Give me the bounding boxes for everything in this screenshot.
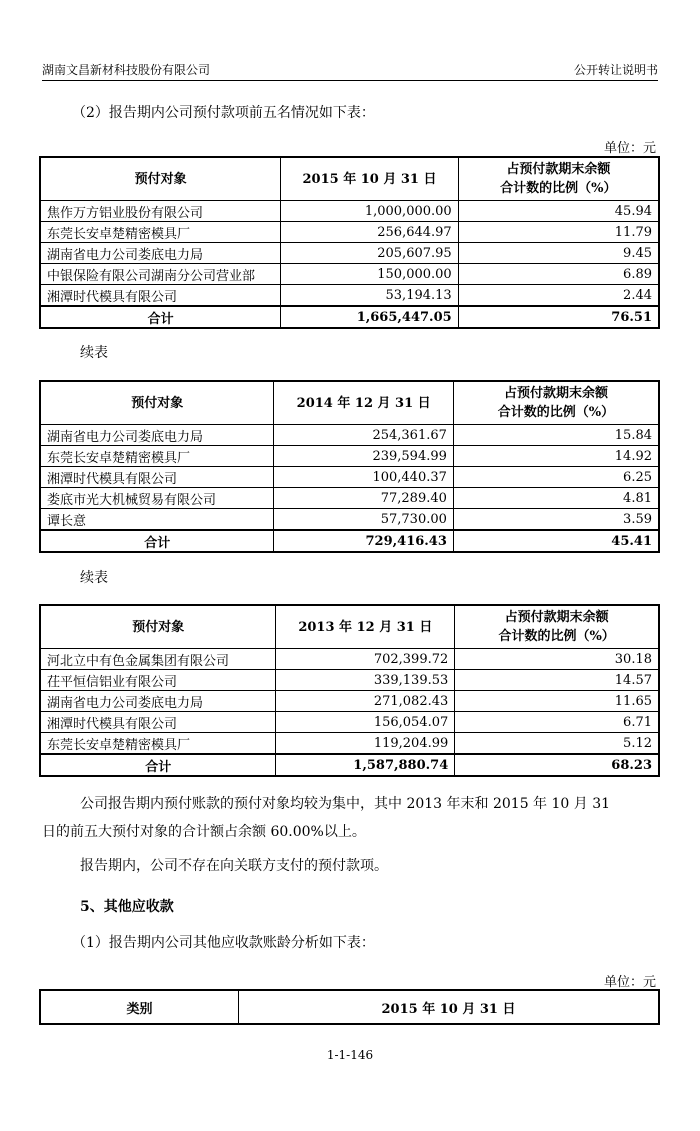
table-row bbox=[40, 243, 659, 264]
row-ratio: 11.65 bbox=[455, 691, 659, 712]
section-heading: 5、其他应收款 bbox=[80, 899, 174, 915]
col-header-category: 类别 bbox=[40, 990, 239, 1024]
row-name: 湘潭时代模具有限公司 bbox=[40, 712, 276, 733]
unit-label: 单位：元 bbox=[603, 141, 656, 156]
row-amount: 702,399.72 bbox=[276, 649, 455, 670]
total-label: 合计 bbox=[40, 306, 281, 328]
col-header-date: 2013 年 12 月 31 日 bbox=[276, 605, 455, 649]
table-row bbox=[40, 285, 659, 307]
row-amount: 57,730.00 bbox=[274, 509, 453, 531]
row-name: 娄底市光大机械贸易有限公司 bbox=[40, 488, 274, 509]
row-amount: 271,082.43 bbox=[276, 691, 455, 712]
total-row bbox=[40, 754, 659, 776]
row-amount: 339,139.53 bbox=[276, 670, 455, 691]
table-row bbox=[40, 691, 659, 712]
prepayment-table-2015 bbox=[39, 156, 660, 329]
row-amount: 254,361.67 bbox=[274, 425, 453, 446]
col-header-name: 预付对象 bbox=[40, 381, 274, 425]
table-row bbox=[40, 446, 659, 467]
total-amount: 1,665,447.05 bbox=[281, 306, 458, 328]
row-name: 东莞长安卓楚精密模具厂 bbox=[40, 446, 274, 467]
row-name: 焦作万方铝业股份有限公司 bbox=[40, 201, 281, 222]
intro-text-2: （1）报告期内公司其他应收款账龄分析如下表： bbox=[72, 935, 375, 951]
col-header-date: 2015 年 10 月 31 日 bbox=[281, 157, 458, 201]
row-amount: 53,194.13 bbox=[281, 285, 458, 307]
col-header-name: 预付对象 bbox=[40, 157, 281, 201]
table-row bbox=[40, 222, 659, 243]
summary-paragraph-line1: 公司报告期内预付账款的预付对象均较为集中，其中 2013 年末和 2015 年 10 月 31 bbox=[80, 796, 611, 812]
row-name: 湖南省电力公司娄底电力局 bbox=[40, 691, 276, 712]
row-name: 湖南省电力公司娄底电力局 bbox=[40, 425, 274, 446]
table-row bbox=[40, 488, 659, 509]
table-row bbox=[40, 264, 659, 285]
row-ratio: 6.89 bbox=[458, 264, 659, 285]
row-ratio: 6.25 bbox=[453, 467, 659, 488]
row-ratio: 14.57 bbox=[455, 670, 659, 691]
col-header-ratio: 占预付款期末余额 合计数的比例（%） bbox=[455, 605, 659, 649]
row-ratio: 9.45 bbox=[458, 243, 659, 264]
continued-label: 续表 bbox=[80, 345, 108, 361]
page-header bbox=[42, 60, 658, 81]
page-number: 1-1-146 bbox=[326, 1048, 374, 1062]
other-receivables-table bbox=[39, 989, 660, 1025]
col-header-date: 2015 年 10 月 31 日 bbox=[239, 990, 660, 1024]
row-name: 湖南省电力公司娄底电力局 bbox=[40, 243, 281, 264]
header-company: 湖南文昌新材科技股份有限公司 bbox=[42, 63, 211, 77]
row-ratio: 3.59 bbox=[453, 509, 659, 531]
row-ratio: 2.44 bbox=[458, 285, 659, 307]
row-amount: 256,644.97 bbox=[281, 222, 458, 243]
table-row bbox=[40, 649, 659, 670]
row-ratio: 6.71 bbox=[455, 712, 659, 733]
table-row bbox=[40, 201, 659, 222]
col-header-ratio: 占预付款期末余额 合计数的比例（%） bbox=[458, 157, 659, 201]
total-ratio: 68.23 bbox=[455, 754, 659, 776]
total-ratio: 76.51 bbox=[458, 306, 659, 328]
row-name: 东莞长安卓楚精密模具厂 bbox=[40, 733, 276, 755]
total-row bbox=[40, 530, 659, 552]
row-name: 河北立中有色金属集团有限公司 bbox=[40, 649, 276, 670]
row-amount: 205,607.95 bbox=[281, 243, 458, 264]
total-label: 合计 bbox=[40, 530, 274, 552]
total-amount: 729,416.43 bbox=[274, 530, 453, 552]
row-amount: 239,594.99 bbox=[274, 446, 453, 467]
table-row bbox=[40, 670, 659, 691]
summary-paragraph-line2: 日的前五大预付对象的合计额占余额 60.00%以上。 bbox=[42, 824, 366, 840]
prepayment-table-2014 bbox=[39, 380, 660, 553]
unit-label-2: 单位：元 bbox=[603, 975, 656, 990]
total-label: 合计 bbox=[40, 754, 276, 776]
row-name: 湘潭时代模具有限公司 bbox=[40, 285, 281, 307]
row-amount: 100,440.37 bbox=[274, 467, 453, 488]
row-amount: 150,000.00 bbox=[281, 264, 458, 285]
col-header-date: 2014 年 12 月 31 日 bbox=[274, 381, 453, 425]
row-name: 谭长意 bbox=[40, 509, 274, 531]
row-ratio: 11.79 bbox=[458, 222, 659, 243]
row-ratio: 14.92 bbox=[453, 446, 659, 467]
row-ratio: 45.94 bbox=[458, 201, 659, 222]
table-row bbox=[40, 425, 659, 446]
row-ratio: 5.12 bbox=[455, 733, 659, 755]
row-amount: 156,054.07 bbox=[276, 712, 455, 733]
row-name: 东莞长安卓楚精密模具厂 bbox=[40, 222, 281, 243]
row-amount: 119,204.99 bbox=[276, 733, 455, 755]
table-row bbox=[40, 733, 659, 755]
total-row bbox=[40, 306, 659, 328]
row-name: 中银保险有限公司湖南分公司营业部 bbox=[40, 264, 281, 285]
row-name: 茌平恒信铝业有限公司 bbox=[40, 670, 276, 691]
table-row bbox=[40, 509, 659, 531]
total-ratio: 45.41 bbox=[453, 530, 659, 552]
row-ratio: 30.18 bbox=[455, 649, 659, 670]
prepayment-table-2013 bbox=[39, 604, 660, 777]
col-header-name: 预付对象 bbox=[40, 605, 276, 649]
intro-text: （2）报告期内公司预付款项前五名情况如下表： bbox=[72, 105, 375, 121]
col-header-ratio: 占预付款期末余额 合计数的比例（%） bbox=[453, 381, 659, 425]
row-name: 湘潭时代模具有限公司 bbox=[40, 467, 274, 488]
header-doc-title: 公开转让说明书 bbox=[573, 63, 658, 77]
row-ratio: 15.84 bbox=[453, 425, 659, 446]
total-amount: 1,587,880.74 bbox=[276, 754, 455, 776]
row-amount: 1,000,000.00 bbox=[281, 201, 458, 222]
row-ratio: 4.81 bbox=[453, 488, 659, 509]
related-party-paragraph: 报告期内，公司不存在向关联方支付的预付款项。 bbox=[80, 858, 388, 874]
continued-label: 续表 bbox=[80, 570, 108, 586]
table-row bbox=[40, 467, 659, 488]
table-row bbox=[40, 712, 659, 733]
row-amount: 77,289.40 bbox=[274, 488, 453, 509]
